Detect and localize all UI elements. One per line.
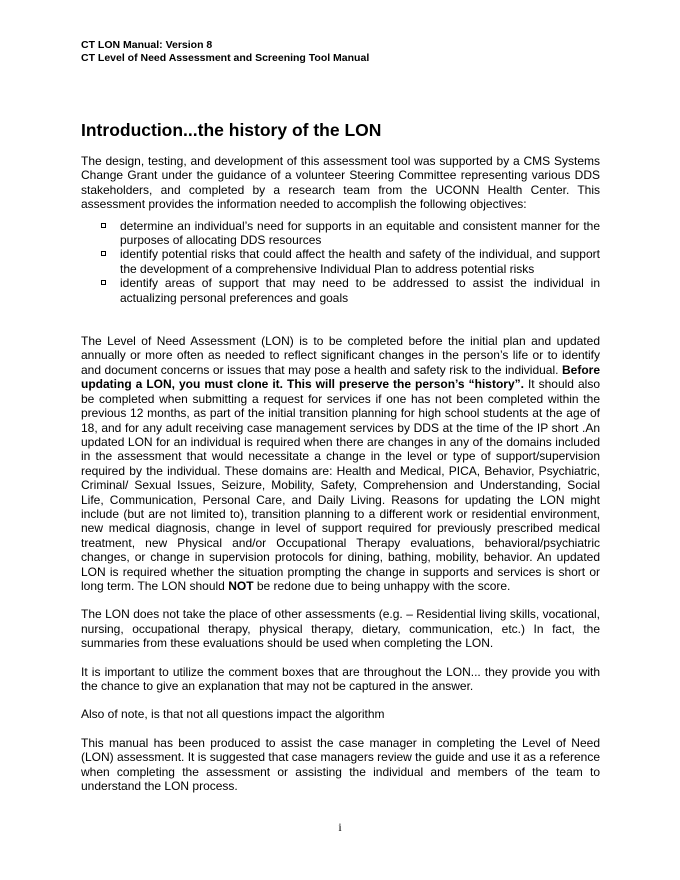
- checkbox-bullet-icon: [101, 280, 106, 285]
- list-item: [120, 219, 600, 248]
- not-emphasis: NOT: [228, 578, 254, 593]
- page-number: i: [338, 820, 342, 834]
- lon-paragraph: [81, 334, 600, 593]
- intro-paragraph: The design, testing, and development of this assessment tool was supported by a CMS Systems Change Grant under the guidance of a volunteer Steering Committee representing various DDS stakeholders, and completed by a research team from the UCONN Health Center. This assessment provides the information needed to accomplish the following objectives:: [81, 154, 600, 212]
- objectives-list: [81, 219, 600, 305]
- algorithm-note: Also of note, is that not all questions impact the algorithm: [81, 707, 385, 722]
- list-item: [120, 276, 600, 305]
- other-assessments-paragraph: The LON does not take the place of other assessments (e.g. – Residential living skills, vocational, nursing, occupational therapy, physical therapy, dietary, communication, etc.) In fact, the summaries from these evaluations should be used when completing the LON.: [81, 607, 600, 651]
- header-line-2: CT Level of Need Assessment and Screening Tool Manual: [81, 52, 370, 64]
- checkbox-bullet-icon: [101, 223, 106, 228]
- list-item: [120, 247, 600, 276]
- checkbox-bullet-icon: [101, 251, 106, 256]
- manual-purpose-paragraph: This manual has been produced to assist the case manager in completing the Level of Need (LON) assessment. It is suggested that case managers review the guide and use it as a reference when completing the assessment or assisting the individual and members of the team to understand the LON process.: [81, 735, 600, 794]
- objective-text: identify areas of support that may need to be addressed to assist the individual in actualizing personal preferences and goals: [120, 276, 600, 305]
- document-page: [81, 39, 600, 793]
- objective-text: identify potential risks that could affect the health and safety of the individual, and support the development of a comprehensive Individual Plan to address potential risks: [120, 247, 600, 276]
- lon-text-3: be redone due to being unhappy with the score.: [253, 578, 511, 593]
- lon-text-1: The Level of Need Assessment (LON) is to be completed before the initial plan and updated annually or more often as needed to reflect significant changes in the person’s life or to identify and document concerns or issues that may pose a health and safety risk to the individual.: [81, 334, 600, 377]
- objective-text: determine an individual’s need for supports in an equitable and consistent manner for the purposes of allocating DDS resources: [120, 218, 600, 248]
- lon-text-2: It should also be completed when submitting a request for services if one has not been completed within the previous 12 months, as part of the initial transition planning for high school students at the age of 18, and for any adult receiving case management services by DDS at the time of the IP short .An updated LON for an individual is required when there are changes in any of the domains included in the assessment that would necessitate a change in the level or type of support/supervision required by the individual. These domains are: Health and Medical, PICA, Behavior, Psychiatric, Criminal/ Sexual Issues, Seizure, Mobility, Safety, Comprehension and Understanding, Social Life, Communication, Personal Care, and Daily Living. Reasons for updating the LON might include (but are not limited to), transition planning to a different work or residential environment, new medical diagnosis, change in level of support required for previously prescribed medical treatment, new Physical and/or Occupational Therapy evaluations, behavioral/psychiatric changes, or change in supervision protocols for dining, bathing, mobility, behavior. An updated LON is required whether the situation prompting the change in supports and services is short or long term. The LON should: [81, 377, 600, 593]
- header-line-1: CT LON Manual: Version 8: [81, 39, 213, 51]
- page-title: Introduction...the history of the LON: [81, 120, 382, 140]
- clone-warning: Before updating a LON, you must clone it. This will preserve the person’s “history”.: [81, 362, 600, 392]
- comment-boxes-paragraph: It is important to utilize the comment boxes that are throughout the LON... they provide you with the chance to give an explanation that may not be captured in the answer.: [81, 664, 600, 693]
